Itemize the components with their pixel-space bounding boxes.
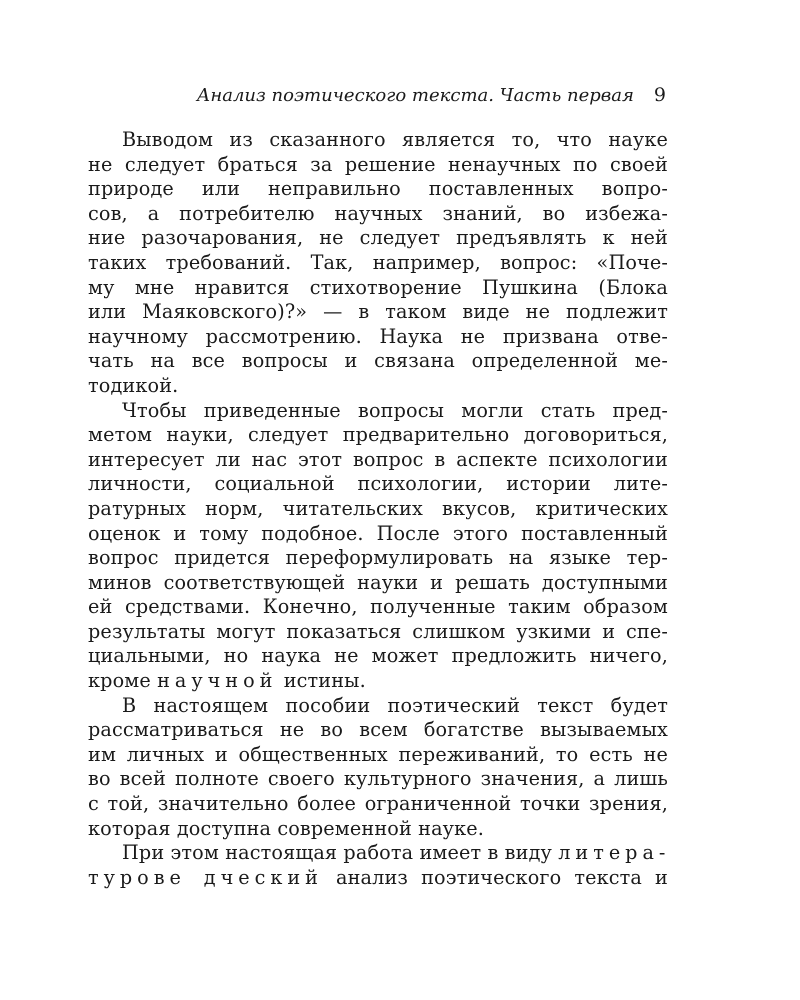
text-line: рассматриваться не во всем богатстве вызываемых [88,718,668,742]
text-line: Выводом из сказанного является то, что науке [122,128,668,151]
text-line: личности, социальной психологии, истории лите- [88,472,668,496]
text-line: таких требований. Так, например, вопрос: «Поче- [88,250,668,274]
text-fragment: истины. [277,669,366,693]
running-title: Анализ поэтического текста. Часть первая [196,85,634,106]
text-fragment: При этом настоящая работа имеет в виду [122,841,559,865]
text-line: сов, а потребителю научных знаний, во избежа- [88,201,668,225]
body-text [88,128,671,890]
text-line: с той, значительно более ограниченной точки зрения, [88,792,668,816]
text-line: му мне нравится стихотворение Пушкина (Блока [88,275,668,299]
text-line [88,841,671,866]
text-line: В настоящем пособии поэтический текст будет [122,693,668,717]
text-line: не следует браться за решение ненаучных по своей [88,152,668,176]
text-line: Чтобы приведенные вопросы могли стать пред- [122,398,668,422]
text-line: во всей полноте своего культурного значения, а лишь [88,767,668,791]
spaced-emphasis: турове дческий [88,865,323,889]
text-line: или Маяковского)?» — в таком виде не подлежит [88,300,668,324]
text-line: вопрос придется переформулировать на языке тер- [88,546,668,570]
spaced-emphasis: научной [157,669,278,693]
text-line: ратурных норм, читательских вкусов, критических [88,496,668,520]
page-number: 9 [653,84,666,106]
text-line: тодикой. [88,373,179,397]
text-line: циальными, но наука не может предложить ничего, [88,644,668,668]
text-line [88,669,668,694]
text-line: ние разочарования, не следует предъявлять к ней [88,226,668,250]
text-line: результаты могут показаться слишком узкими и спе- [88,619,668,643]
text-fragment: анализ поэтического текста и [322,865,668,889]
text-line: интересует ли нас этот вопрос в аспекте психологии [88,447,668,471]
text-fragment: кроме [88,669,158,693]
spaced-emphasis: литера- [558,841,671,865]
text-line: научному рассмотрению. Наука не призвана отве- [88,324,668,348]
text-line: метом науки, следует предварительно договориться, [88,423,668,447]
text-line [88,866,668,891]
text-line: природе или неправильно поставленных вопро- [88,177,668,201]
text-line: ей средствами. Конечно, полученные таким образом [88,595,668,619]
running-head [88,84,666,112]
text-line: минов соответствующей науки и решать доступными [88,570,668,594]
text-line: оценок и тому подобное. После этого поставленный [88,521,668,545]
text-line: им личных и общественных переживаний, то есть не [88,742,668,766]
text-line: которая доступна современной науке. [88,816,485,840]
text-line: чать на все вопросы и связана определенной ме- [88,349,668,373]
